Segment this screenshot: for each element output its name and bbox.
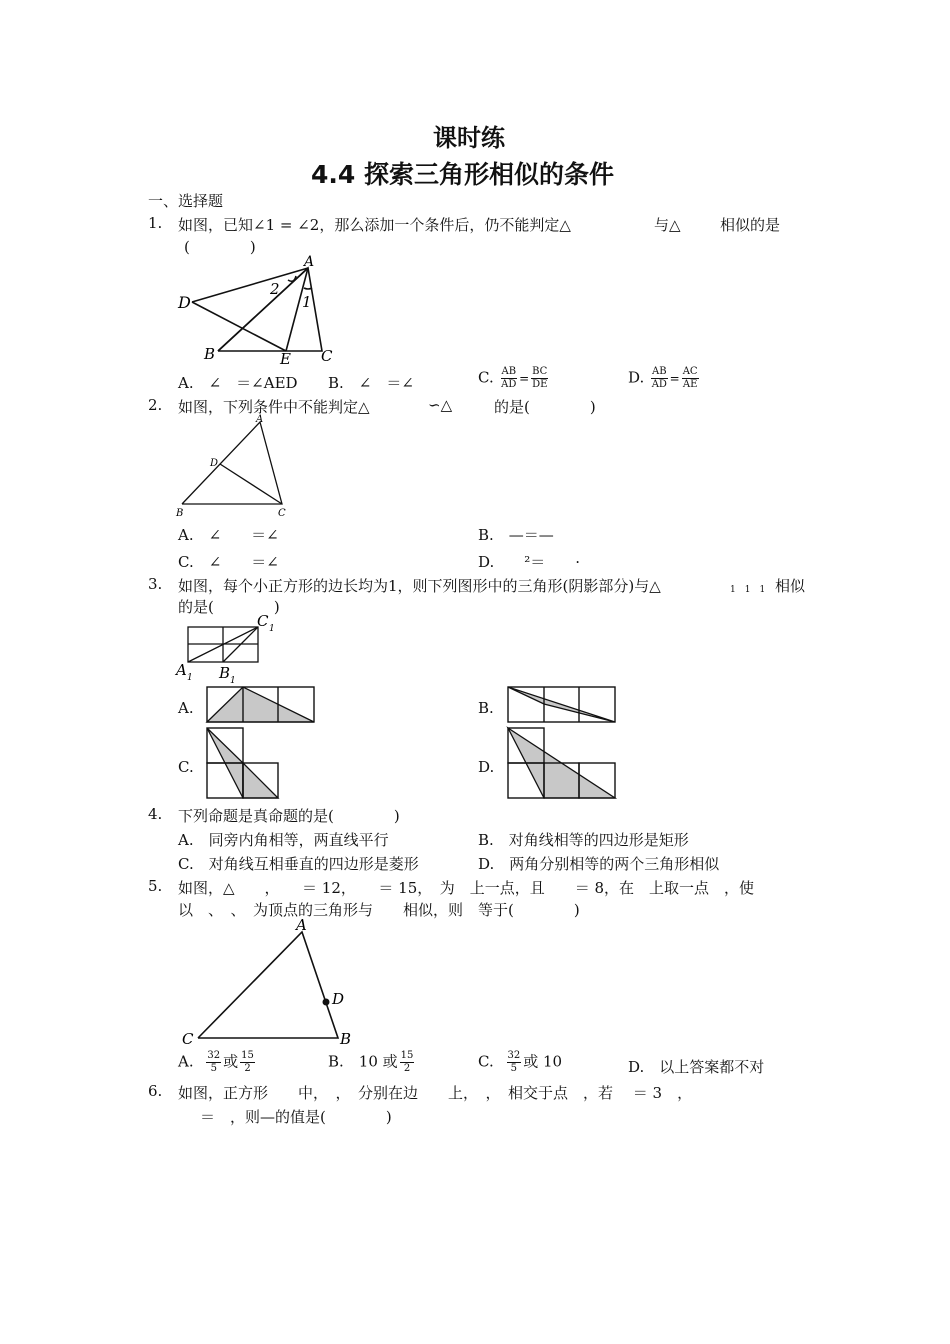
q3-number: 3. [148,575,163,593]
q2-label-d: D [210,458,219,469]
q4-number: 4. [148,805,163,823]
q2-option-a: A. ∠ ＝∠ [178,526,279,544]
q5-figure [180,918,360,1053]
q3-stem: 如图，每个小正方形的边长均为1，则下列图形中的三角形(阴影部分)与△ [178,577,661,595]
q1-paren: ( ) [184,238,256,256]
q1-figure [170,252,350,367]
q2-label-c: C [278,508,286,519]
q1-segment-de [192,302,286,351]
q1-option-b: B. ∠ ＝∠ [328,374,414,392]
q5-option-c: C. $\frac{32}{5}$ 或 10 [478,1050,563,1074]
q3-option-b-label: B. [478,699,494,717]
q1-option-d: D. $\frac{AB}{AD}$ = $\frac{AC}{AE}$ [628,366,698,390]
q3-label-b1: B [219,664,231,682]
q2-stem-a: 如图，下列条件中不能判定△ [178,398,370,416]
q3-option-d-label: D. [478,758,495,776]
q3-option-d-figure [507,727,619,801]
q1-stem-c: 相似的是 [720,216,781,234]
q6-line2: ＝ ，则—的值是( ) [200,1108,392,1126]
q5-label-c: C [182,1030,194,1048]
q3-label-c1: C [257,612,269,630]
q3-option-c-label: C. [178,758,194,776]
q6-number: 6. [148,1082,163,1100]
q5-triangle-abc [198,932,338,1038]
q3-option-a-label: A. [178,699,194,717]
q5-option-b: B. 10 或 $\frac{15}{2}$ [328,1050,414,1074]
q1-label-e: E [280,350,291,368]
q1-stem-a: 如图，已知∠1 = ∠2，那么添加一个条件后，仍不能判定△ [178,216,571,234]
q5-option-d: D. 以上答案都不对 [628,1058,765,1076]
q3-subscripts: 1 1 1 [730,585,766,595]
q4-option-a: A. 同旁内角相等，两直线平行 [178,831,389,849]
q2-label-b: B [176,508,184,519]
q1-stem-b: 与△ [654,216,681,234]
q2-label-a: A [256,414,264,425]
section-heading: 一、选择题 [148,192,224,210]
q4-option-d: D. 两角分别相等的两个三角形相似 [478,855,720,873]
q5-option-a: A. $\frac{32}{5}$ 或 $\frac{15}{2}$ [178,1050,254,1074]
q1-label-a: A [304,254,315,270]
svg-text:1: 1 [230,676,236,686]
q2-stem-c: 的是( ) [494,398,596,416]
q5-number: 5. [148,877,163,895]
q1-option-c: C. $\frac{AB}{AD}$ = $\frac{BC}{DE}$ [478,366,548,390]
q4-option-c: C. 对角线互相垂直的四边形是菱形 [178,855,419,873]
q5-point-d [323,999,330,1006]
q1-label-d: D [178,293,191,312]
q2-stem-b: ∽△ [428,396,453,414]
q1-label-c: C [321,347,333,365]
q3-line2: 的是( ) [178,598,280,616]
q6-line1: 如图，正方形 中， ， 分别在边 上， ， 相交于点 ，若 ＝ 3 ， [178,1084,693,1102]
q5-label-a: A [296,916,307,934]
q5-line1: 如图，△ ， ＝ 12， ＝ 15， 为 上一点，且 ＝ 8，在 上取一点 ，使 [178,879,755,897]
q5-label-d: D [332,990,345,1008]
q5-label-b: B [340,1030,352,1048]
q1-label-angle1: 1 [302,293,312,311]
q2-figure [174,414,294,519]
svg-text:1: 1 [269,624,275,634]
q1-label-b: B [204,345,216,363]
q3-reference-figure [174,612,284,687]
q1-label-angle2: 2 [270,280,280,298]
q3-label-a1: A [176,661,187,679]
page-title: 课时练 [433,123,505,152]
svg-text:1: 1 [187,673,193,683]
q1-option-a: A. ∠ ＝∠AED [178,374,298,392]
q3-stem-end: 相似 [775,577,806,595]
q5-line2: 以 、 、 为顶点的三角形与 相似，则 等于( ) [178,901,580,919]
q3-option-b-figure [507,686,617,724]
q4-stem: 下列命题是真命题的是( ) [178,807,400,825]
q1-number: 1. [148,214,163,232]
page-subtitle: 4.4 探索三角形相似的条件 [311,160,614,189]
q3-option-a-figure [206,686,316,724]
q2-option-c: C. ∠ ＝∠ [178,553,279,571]
q4-option-b: B. 对角线相等的四边形是矩形 [478,831,689,849]
q3-option-c-figure [206,727,282,801]
q2-number: 2. [148,396,163,414]
q2-triangle-abc [182,422,282,504]
q2-option-d: D. ²＝ · [478,553,581,571]
q2-option-b: B. —＝— [478,526,554,544]
